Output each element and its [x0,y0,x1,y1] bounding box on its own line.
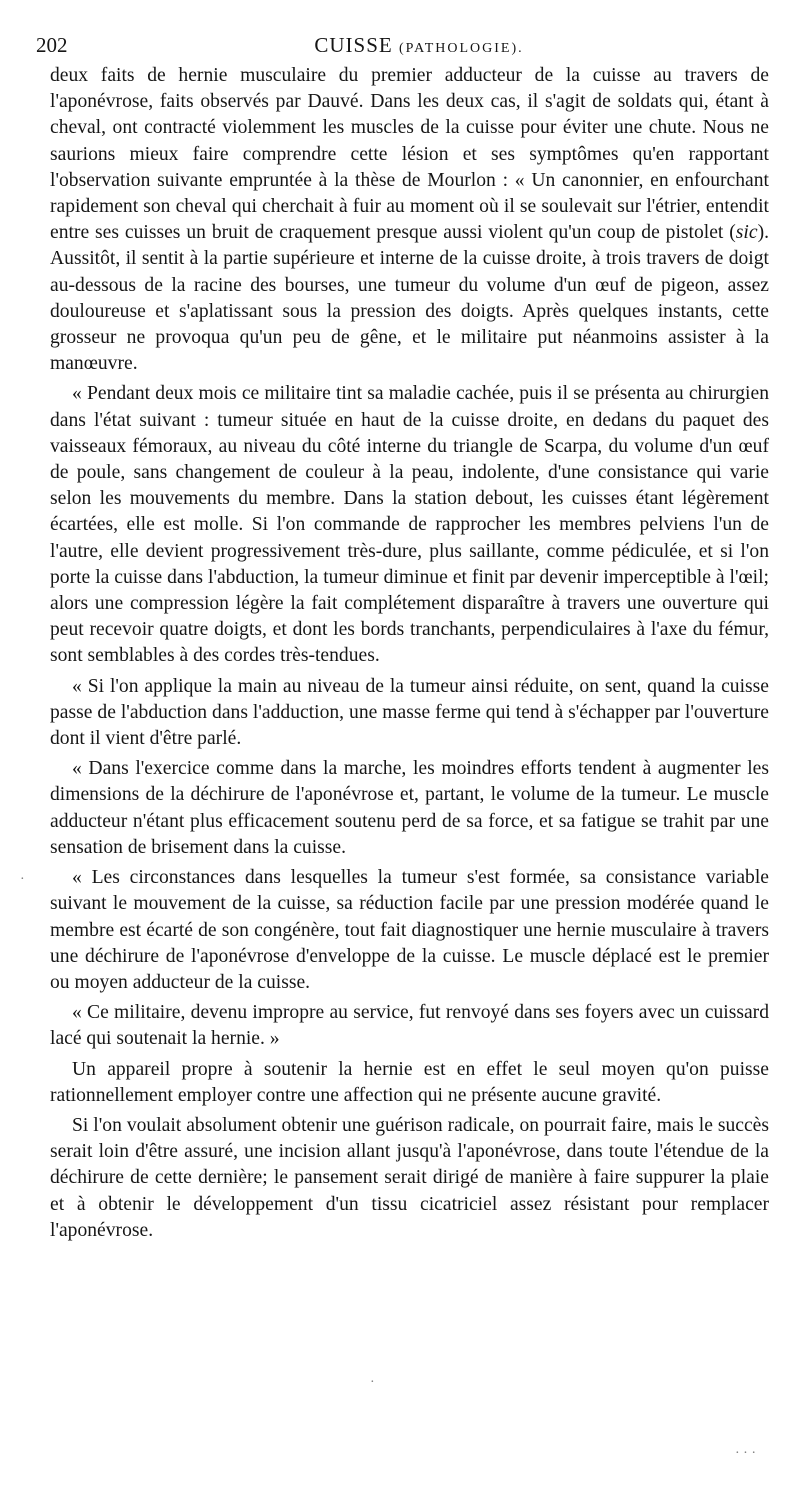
paragraph-2: « Pendant deux mois ce militaire tint sa maladie cachée, puis il se présenta au chirurgien dans l'état suivant : tumeur située en haut de la cuisse droite, en dedans du paquet des vaisseaux fémoraux, au niveau du côté interne du triangle de Scarpa, du volume d'un œuf de poule, sans changement de couleur à la peau, indolente, d'une consistance qui varie selon les mouvements du membre. Dans la station debout, les cuisses étant légèrement écartées, elle est molle. Si l'on commande de rapprocher les membres pelviens l'un de l'autre, elle devient progressivement très-dure, plus saillante, comme pédiculée, et si l'on porte la cuisse dans l'abduction, la tumeur diminue et finit par devenir imperceptible à l'œil; alors une compression légère la fait complétement disparaître à travers une ouverture qui peut recevoir quatre doigts, et dont les bords tranchants, perpendiculaires à l'axe du fémur, sont semblables à des cordes très-tendues. [50,383,769,667]
page-header [36,30,766,60]
page-number: 202 [36,33,68,57]
sic-annotation: sic [735,222,758,244]
paragraph-4: « Dans l'exercice comme dans la marche, les moindres efforts tendent à augmenter les dimensions de la déchirure de l'aponévrose et, partant, le volume de la tumeur. Le muscle adducteur n'étant plus efficacement soutenu perd de sa force, et sa fatigue se trahit par une sensation de brisement dans la cuisse. [50,758,769,858]
running-title-main: CUISSE [314,33,393,57]
paragraph-1 [50,63,769,377]
paragraph-8: Si l'on voulait absolument obtenir une guérison radicale, on pourrait faire, mais le succès serait loin d'être assuré, une incision allant jusqu'à l'aponévrose, dans toute l'étendue de la déchirure de cette dernière; le pansement serait dirigé de manière à faire suppurer la plaie et à obtenir le développement d'un tissu cicatriciel assez résistant pour remplacer l'aponévrose. [50,1114,769,1241]
print-speck: · [20,872,25,887]
paragraph-1-end: ). Aussitôt, il sentit à la partie supérieure et interne de la cuisse droite, à trois travers de doigt au-dessous de la racine des bourses, une tumeur du volume d'un œuf de pigeon, assez douloureuse et s'aplatissant sous la pression des doigts. Après quelques instants, cette grosseur ne provoqua qu'un peu de gêne, et le militaire put néanmoins assister à la manœuvre. [50,222,769,375]
paragraph-1-text: deux faits de hernie musculaire du premier adducteur de la cuisse au travers de l'aponévrose, faits observés par Dauvé. Dans les deux cas, il s'agit de soldats qui, étant à cheval, ont contracté violemment les muscles de la cuisse pour éviter une chute. Nous ne saurions mieux faire comprendre cette lésion et ses symptômes qu'en rapportant l'observation suivante empruntée à la thèse de Mourlon : « Un canonnier, en enfourchant rapidement son cheval qui cherchait à fuir au moment où il se soulevait sur l'étrier, entendit entre ses cuisses un bruit de craquement presque aussi violent qu'un coup de pistolet ( [50,65,769,244]
paragraph-6: « Ce militaire, devenu impropre au service, fut renvoyé dans ses foyers avec un cuissard lacé qui soutenait la hernie. » [50,1002,769,1050]
page-body [50,63,769,1244]
paragraph-5: « Les circonstances dans lesquelles la tumeur s'est formée, sa consistance variable suivant le mouvement de la cuisse, sa réduction facile par une pression modérée quand le membre est écarté de son congénère, tout fait diagnostiquer une hernie musculaire à travers une déchirure de l'aponévrose d'enveloppe de la cuisse. Le muscle déplacé est le premier ou moyen adducteur de la cuisse. [50,867,769,993]
print-speck: · [370,1375,375,1390]
running-title [36,30,766,64]
paragraph-7: Un appareil propre à soutenir la hernie est en effet le seul moyen qu'on puisse rationnellement employer contre une affection qui ne présente aucune gravité. [50,1058,769,1106]
paragraph-3: « Si l'on applique la main au niveau de la tumeur ainsi réduite, on sent, quand la cuisse passe de l'abduction dans l'adduction, une masse ferme qui tend à s'échapper par l'ouverture dont il vient d'être parlé. [50,675,769,750]
running-title-subtitle: (PATHOLOGIE). [398,41,524,56]
print-speck: · · · [735,1446,756,1461]
